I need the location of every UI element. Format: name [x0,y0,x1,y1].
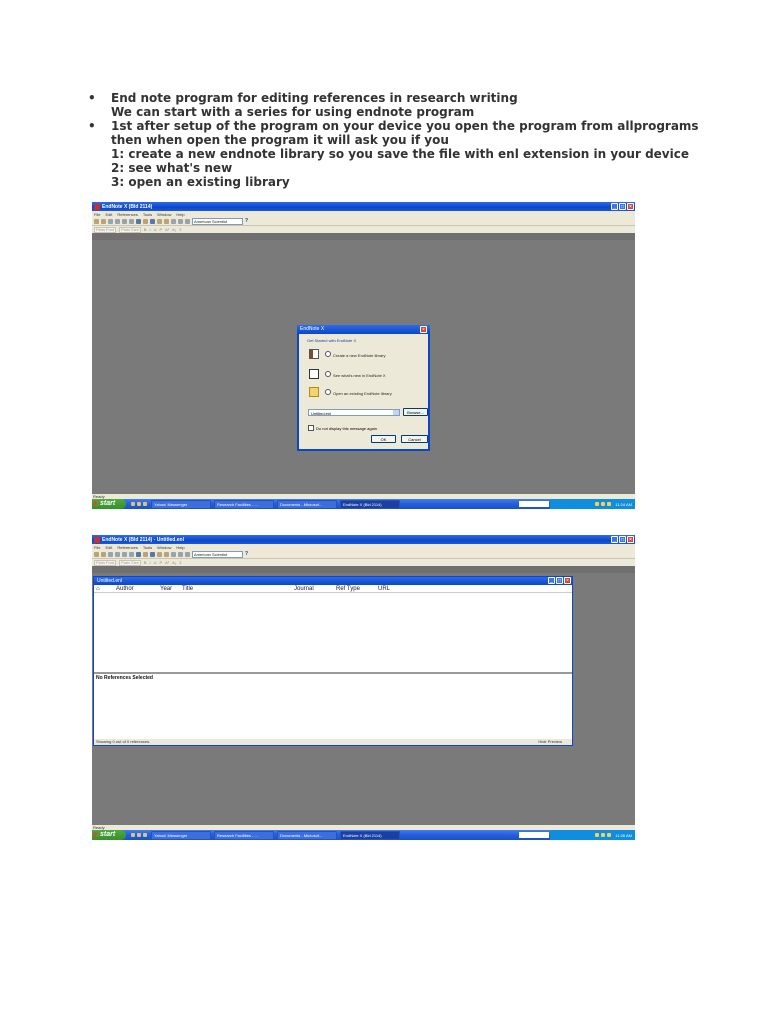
bullet-text: 2: see what's new [111,161,233,175]
help-icon[interactable] [171,219,176,224]
dont-show-checkbox[interactable] [308,425,377,431]
tray-icon[interactable] [601,502,605,506]
column-title[interactable]: Title [182,585,194,592]
folder-icon[interactable] [101,219,106,224]
desktop-icon[interactable] [131,833,135,837]
preview-splitter[interactable] [94,672,572,674]
plain-icon[interactable]: P [159,560,163,565]
minimize-icon[interactable]: _ [611,536,618,543]
print-icon[interactable] [108,219,113,224]
bullet-text: 1: create a new endnote library so you save the file with enl extension in your device [111,147,689,161]
notes-text [88,91,728,189]
maximize-icon[interactable]: □ [620,204,625,210]
task-research-facilities[interactable]: Research Facilities - ... [214,831,274,840]
paste-icon[interactable] [129,219,134,224]
library-file-select[interactable] [308,409,400,416]
tray-icon[interactable] [607,833,611,837]
italic-icon[interactable]: I [149,227,151,232]
cut-icon[interactable] [115,219,120,224]
size-select[interactable]: Plain Size [121,559,139,565]
bullet-text: End note program for editing references in research writing [111,91,518,105]
window-titlebar [92,535,635,544]
bullet-text: 1st after setup of the program on your device you open the program from allprograms [111,119,699,133]
menu-tools[interactable]: Tools [142,211,153,217]
underline-icon[interactable]: U [153,560,157,565]
workspace [92,240,635,494]
folder-icon[interactable] [101,552,106,557]
insert-citation-icon[interactable] [143,552,148,557]
bold-icon[interactable]: B [143,227,147,232]
symbol-icon[interactable]: Σ [179,560,182,565]
dialog-titlebar [297,325,430,334]
ok-button[interactable]: OK [371,435,396,443]
library-file-value: Untitled.enl [311,411,332,416]
bullet-text: 3: open an existing library [111,175,290,189]
endnote-app-icon [94,537,100,543]
bullet-text: We can start with a series for using endnote program [111,105,475,119]
browse-button[interactable]: Browse... [403,408,428,416]
column-author[interactable]: Author [116,585,134,592]
menu-file[interactable]: File [94,544,101,550]
browser-icon[interactable] [137,833,141,837]
online-search-icon[interactable] [157,552,162,557]
sort-icon[interactable] [185,219,190,224]
bold-icon[interactable]: B [143,560,147,565]
copy-icon[interactable] [122,219,127,224]
menu-window[interactable]: Window [157,544,172,550]
library-title: Untitled.enl [97,578,123,584]
language-bar[interactable] [519,832,549,838]
dialog-section-label: Get Started with EndNote X [307,338,357,343]
folder-icon [309,387,319,397]
hide-preview-button[interactable]: Hide Preview [538,739,562,744]
checkbox-label: Do not display this message again [316,425,377,431]
option-whats-new[interactable] [309,369,386,379]
superscript-icon[interactable]: A¹ [165,560,170,565]
format-bibliography-icon[interactable] [150,552,155,557]
search-icon[interactable] [136,552,141,557]
task-yahoo-messenger[interactable]: Yahoo! Messenger [151,500,211,509]
menu-help[interactable]: Help [176,211,185,217]
start-button[interactable]: start [92,499,126,509]
underline-icon[interactable]: U [153,227,157,232]
system-tray [550,499,635,509]
screenshot-endnote-startup [92,202,635,509]
bullet-icon: • [88,91,96,105]
bullet-item [88,119,728,133]
window-title: EndNote X (Bld 2114) - Untitled.enl [102,536,184,543]
menu-tools[interactable]: Tools [142,544,153,550]
column-ref-type[interactable]: Ref Type [336,585,360,592]
radio-create[interactable] [325,351,331,357]
browser-icon[interactable] [137,502,141,506]
media-icon[interactable] [143,502,147,506]
task-documents[interactable]: Documents - Microsof... [277,500,337,509]
language-bar[interactable] [519,501,549,507]
print-icon[interactable] [108,552,113,557]
search-icon[interactable] [136,219,141,224]
up-arrow-icon[interactable] [178,552,183,557]
minimize-icon[interactable]: _ [611,203,618,210]
bullet-text: then when open the program it will ask you if you [111,133,449,147]
font-select[interactable]: Plain Font [96,226,115,232]
task-research-facilities[interactable]: Research Facilities - ... [214,500,274,509]
open-icon[interactable] [94,552,99,557]
subscript-icon[interactable]: A₁ [172,227,177,232]
option-label: Create a new EndNote library [333,352,386,358]
size-select[interactable]: Plain Size [121,226,139,232]
output-style-select[interactable]: American Scientist [192,218,243,225]
reference-list-header [94,585,572,593]
tray-icon[interactable] [595,502,599,506]
up-arrow-icon[interactable] [178,219,183,224]
close-icon[interactable]: × [420,326,427,333]
taskbar [92,830,635,840]
library-window [93,576,573,746]
option-open-existing[interactable] [309,387,392,397]
checkbox-icon[interactable] [308,425,314,431]
taskbar [92,499,635,509]
clock: 11:24 AM [615,501,632,507]
copy-icon[interactable] [122,552,127,557]
go-to-word-icon[interactable] [164,219,169,224]
column-url[interactable]: URL [378,585,391,592]
italic-icon[interactable]: I [149,560,151,565]
maximize-icon[interactable]: □ [620,537,625,543]
status-bar: Ready [92,825,635,830]
radio-whats-new[interactable] [325,371,331,377]
open-book-icon [309,369,319,379]
go-to-word-icon[interactable] [164,552,169,557]
tray-icon[interactable] [595,833,599,837]
task-endnote[interactable]: EndNote X (Bld 2114) [340,500,400,509]
task-documents[interactable]: Documents - Microsof... [277,831,337,840]
book-icon [309,349,319,359]
menu-help[interactable]: Help [176,544,185,550]
status-bar: Ready [92,494,635,499]
option-label: See what's new in EndNote X [333,372,386,378]
reference-count: Showing 0 out of 0 references. [96,739,151,744]
format-toolbar [92,559,635,566]
menu-references[interactable]: References [117,211,138,217]
window-titlebar [92,202,635,211]
paste-icon[interactable] [129,552,134,557]
preview-text: No References Selected [96,675,153,681]
endnote-app-icon [94,204,100,210]
output-style-select[interactable]: American Scientist [192,551,243,558]
cut-icon[interactable] [115,552,120,557]
help-icon[interactable] [171,552,176,557]
screenshot-endnote-library [92,535,635,840]
maximize-icon[interactable]: □ [557,578,562,584]
tray-icon[interactable] [601,833,605,837]
minimize-icon[interactable]: _ [548,577,555,584]
bullet-item [88,91,728,105]
sort-icon[interactable] [185,552,190,557]
close-icon[interactable]: × [627,203,634,210]
window-title: EndNote X (Bld 2114) [102,203,153,210]
option-label: Open an existing EndNote library [333,390,392,396]
main-toolbar [92,550,635,559]
close-icon[interactable]: × [564,577,571,584]
menu-references[interactable]: References [117,544,138,550]
main-toolbar [92,217,635,226]
attachment-column-icon[interactable]: ⌂ [96,585,100,592]
chevron-down-icon[interactable] [393,410,399,415]
plain-icon[interactable]: P [159,227,163,232]
close-icon[interactable]: × [627,536,634,543]
start-button[interactable]: start [92,830,126,840]
insert-citation-icon[interactable] [143,219,148,224]
getting-started-dialog [297,325,430,451]
format-toolbar [92,226,635,233]
format-bibliography-icon[interactable] [150,219,155,224]
library-titlebar [94,577,572,585]
library-status-bar [94,739,572,745]
symbol-icon[interactable]: Σ [179,227,182,232]
cancel-button[interactable]: Cancel [401,435,428,443]
subscript-icon[interactable]: A₁ [172,560,177,565]
font-select[interactable]: Plain Font [96,559,115,565]
menu-window[interactable]: Window [157,211,172,217]
system-tray [550,830,635,840]
tray-icon[interactable] [607,502,611,506]
menu-edit[interactable]: Edit [105,211,113,217]
help-question-icon[interactable]: ? [245,551,249,557]
bullet-icon: • [88,119,96,133]
menu-file[interactable]: File [94,211,101,217]
superscript-icon[interactable]: A¹ [165,227,170,232]
desktop-icon[interactable] [131,502,135,506]
media-icon[interactable] [143,833,147,837]
task-endnote[interactable]: EndNote X (Bld 2114) [340,831,400,840]
column-journal[interactable]: Journal [294,585,314,592]
radio-open-existing[interactable] [325,389,331,395]
column-year[interactable]: Year [160,585,173,592]
open-icon[interactable] [94,219,99,224]
option-create-library[interactable] [309,349,385,359]
help-question-icon[interactable]: ? [245,218,249,224]
dialog-title: EndNote X [300,326,325,332]
task-yahoo-messenger[interactable]: Yahoo! Messenger [151,831,211,840]
clock: 11:26 AM [615,832,632,838]
online-search-icon[interactable] [157,219,162,224]
menu-edit[interactable]: Edit [105,544,113,550]
